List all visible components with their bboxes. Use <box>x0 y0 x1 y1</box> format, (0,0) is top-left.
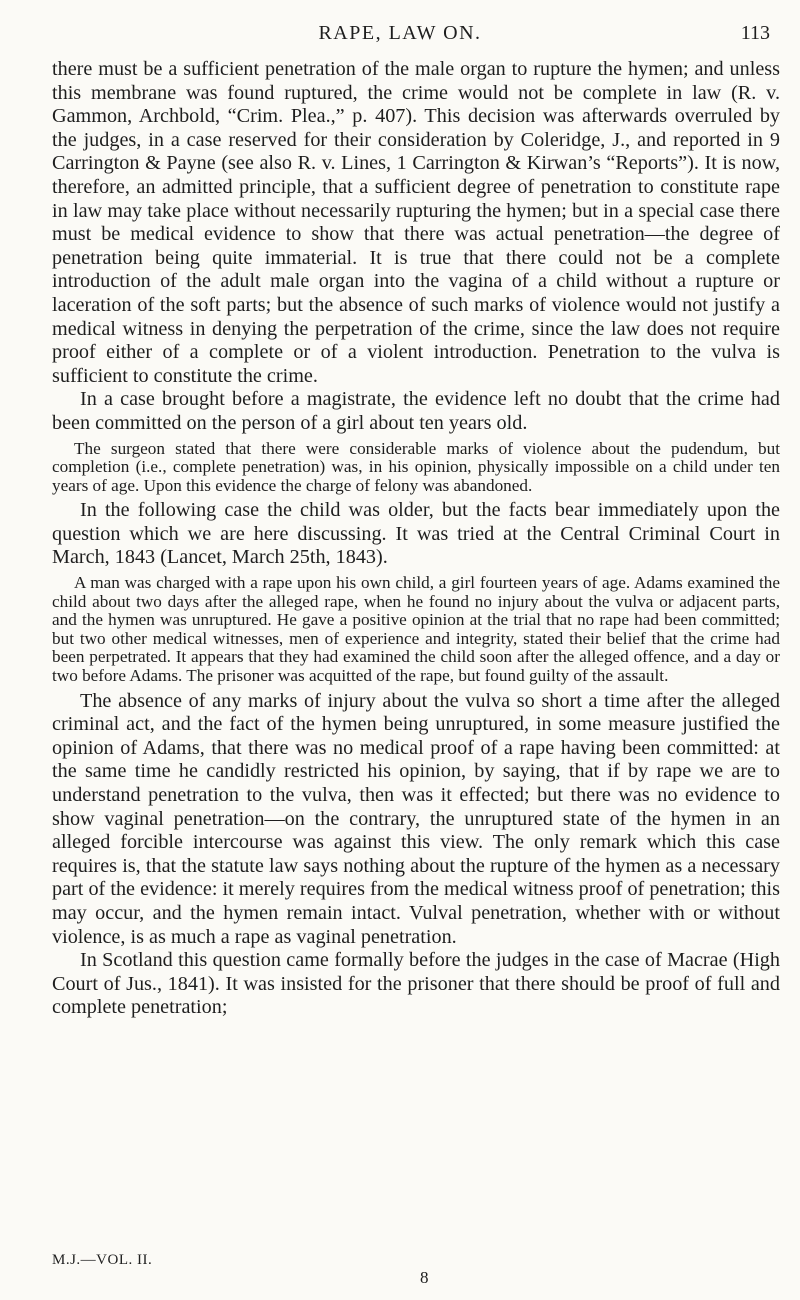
case-excerpt <box>52 440 780 496</box>
case-excerpt-text: The surgeon stated that there were considerable marks of violence about the pudendum, but completion (i.e., complete penetration) was, in his opinion, physically impossible on a child under ten years of age. Upon this evidence the charge of felony was abandoned. <box>52 438 780 495</box>
sheet-number: 8 <box>420 1268 429 1287</box>
case-excerpt-text: A man was charged with a rape upon his own child, a girl fourteen years of age. Adams examined the child about two days after the alleged rape, when he found no injury about the vulva or adjacent parts, and the hymen was unruptured. He gave a positive opinion at the trial that no rape had been committed; but two other medical witnesses, men of experience and integrity, stated their belief that the crime had been perpetrated. It appears that they had examined the child soon after the alleged offence, and a day or two before Adams. The prisoner was acquitted of the rape, but found guilty of the assault. <box>52 573 780 686</box>
page-header <box>0 22 800 46</box>
paragraph: The absence of any marks of injury about the vulva so short a time after the alleged criminal act, and the fact of the hymen being unruptured, in some measure justified the opinion of Adams, that there was no medical proof of a rape having been committed: at the same time he candidly restricted his opinion, by saying, that if by rape we are to understand penetration to the vulva, then was it effected; but there was no evidence to show vaginal penetration—on the contrary, the unruptured state of the hymen in an alleged forcible intercourse was against this view. The only remark which this case requires is, that the statute law says nothing about the rupture of the hymen as a necessary part of the evidence: it merely requires from the medical witness proof of penetration; this may occur, and the hymen remain intact. Vulval penetration, whether with or without violence, is as much a rape as vaginal penetration. <box>52 689 780 948</box>
case-excerpt <box>52 574 780 686</box>
paragraph: In Scotland this question came formally before the judges in the case of Macrae (High Court of Jus., 1841). It was insisted for the prisoner that there should be proof of full and complete penetration; <box>52 949 780 1019</box>
running-head: RAPE, LAW ON. <box>318 22 482 44</box>
page-number: 113 <box>740 22 770 44</box>
paragraph: In a case brought before a magistrate, the evidence left no doubt that the crime had been committed on the person of a girl about ten years old. <box>52 388 780 434</box>
page-body <box>52 58 780 1020</box>
page-footer <box>0 1248 800 1288</box>
volume-signature: M.J.—VOL. II. <box>52 1252 153 1268</box>
paragraph: In the following case the child was older, but the facts bear immediately upon the question which we are here discussing. It was tried at the Central Criminal Court in March, 1843 (Lancet, March 25th, 1843). <box>52 499 780 569</box>
paragraph-continued: there must be a sufficient penetration of the male organ to rupture the hymen; and unless this membrane was found ruptured, the crime would not be complete in law (R. v. Gammon, Archbold, “Crim. Plea.,” p. 407). This decision was afterwards overruled by the judges, in a case reserved for their consideration by Coleridge, J., and reported in 9 Carrington & Payne (see also R. v. Lines, 1 Carrington & Kirwan’s “Reports”). It is now, therefore, an admitted principle, that a sufficient degree of penetration to constitute rape in law may take place without necessarily rupturing the hymen; but in a special case there must be medical evidence to show that there was actual penetration—the degree of penetration being quite immaterial. It is true that there could not be a complete introduction of the adult male organ into the vagina of a child without a rupture or laceration of the soft parts; but the absence of such marks of violence would not justify a medical witness in denying the perpetration of the crime, since the law does not require proof either of a complete or of a violent introduction. Penetration to the vulva is sufficient to constitute the crime. <box>52 58 780 387</box>
